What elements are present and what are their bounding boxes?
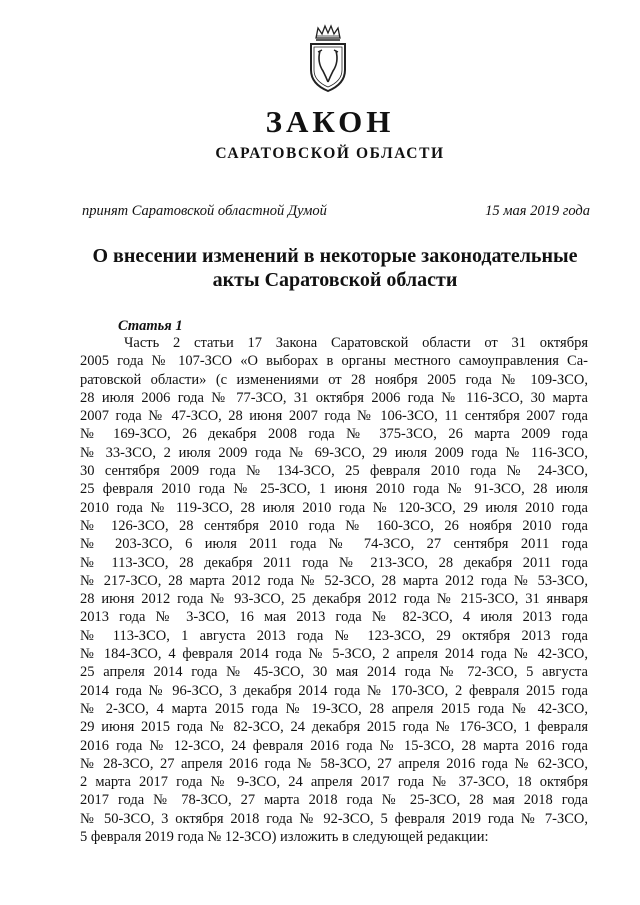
body-line: 2010 года № 119-ЗСО, 28 июля 2010 года № 120-ЗСО, 29 июля 2010 года: [80, 499, 588, 516]
article-heading: Статья 1: [118, 318, 183, 334]
body-line: 2005 года № 107-ЗСО «О выборах в органы местного самоуправления Са-: [80, 353, 588, 370]
body-line: № 33-ЗСО, 2 июля 2009 года № 69-ЗСО, 29 июля 2009 года № 116-ЗСО,: [80, 444, 588, 461]
body-line: 2016 года № 12-ЗСО, 24 февраля 2016 года № 15-ЗСО, 28 марта 2016 года: [80, 737, 588, 754]
body-line: ратовской области» (с изменениями от 28 ноября 2005 года № 109-ЗСО,: [80, 371, 588, 388]
adopted-by-line: принят Саратовской областной Думой: [82, 203, 327, 219]
article-body: [80, 334, 588, 846]
body-line: № 50-ЗСО, 3 октября 2018 года № 92-ЗСО, 5 февраля 2019 года № 7-ЗСО,: [80, 810, 588, 827]
law-title-line: акты Саратовской области: [212, 269, 458, 291]
body-line: 2013 года № 3-ЗСО, 16 мая 2013 года № 82-ЗСО, 4 июля 2013 года: [80, 609, 588, 626]
body-line: № 28-ЗСО, 27 апреля 2016 года № 58-ЗСО, 27 апреля 2016 года № 62-ЗСО,: [80, 755, 588, 772]
body-line: № 169-ЗСО, 26 декабря 2008 года № 375-ЗСО, 26 марта 2009 года: [80, 426, 588, 443]
coat-of-arms-icon: [303, 24, 353, 94]
body-line: № 203-ЗСО, 6 июля 2011 года № 74-ЗСО, 27 сентября 2011 года: [80, 536, 588, 553]
document-type-heading: ЗАКОН: [265, 104, 395, 139]
body-line: 29 июня 2015 года № 82-ЗСО, 24 декабря 2015 года № 176-ЗСО, 1 февраля: [80, 719, 588, 736]
body-line: № 217-ЗСО, 28 марта 2012 года № 52-ЗСО, 28 марта 2012 года № 53-ЗСО,: [80, 572, 588, 589]
body-line: 30 сентября 2009 года № 134-ЗСО, 25 февраля 2010 года № 24-ЗСО,: [80, 463, 588, 480]
body-line: 2014 года № 96-ЗСО, 3 декабря 2014 года № 170-ЗСО, 2 февраля 2015 года: [80, 682, 588, 699]
body-line: 25 апреля 2014 года № 45-ЗСО, 30 мая 2014 года № 72-ЗСО, 5 августа: [80, 664, 588, 681]
body-line: 25 февраля 2010 года № 25-ЗСО, 1 июня 2010 года № 91-ЗСО, 28 июля: [80, 481, 588, 498]
body-line: Часть 2 статьи 17 Закона Саратовской области от 31 октября: [124, 335, 588, 351]
body-line: 28 июня 2012 года № 93-ЗСО, 25 декабря 2012 года № 215-ЗСО, 31 января: [80, 591, 588, 608]
body-line: № 113-ЗСО, 1 августа 2013 года № 123-ЗСО, 29 октября 2013 года: [80, 627, 588, 644]
body-line: 2 марта 2017 года № 9-ЗСО, 24 апреля 2017 года № 37-ЗСО, 18 октября: [80, 774, 588, 791]
law-title: [70, 244, 600, 292]
region-heading: САРАТОВСКОЙ ОБЛАСТИ: [215, 145, 445, 162]
body-line: 5 февраля 2019 года № 12-ЗСО) изложить в следующей редакции:: [80, 829, 489, 846]
body-line: № 184-ЗСО, 4 февраля 2014 года № 5-ЗСО, 2 апреля 2014 года № 42-ЗСО,: [80, 646, 588, 663]
body-line: № 2-ЗСО, 4 марта 2015 года № 19-ЗСО, 28 апреля 2015 года № 42-ЗСО,: [80, 700, 588, 717]
law-title-line: О внесении изменений в некоторые законодательные: [92, 245, 578, 267]
body-line: 2017 года № 78-ЗСО, 27 марта 2018 года № 25-ЗСО, 28 мая 2018 года: [80, 792, 588, 809]
body-line: 2007 года № 47-ЗСО, 28 июня 2007 года № 106-ЗСО, 11 сентября 2007 года: [80, 408, 588, 425]
adoption-date: 15 мая 2019 года: [485, 203, 590, 219]
body-line: № 126-ЗСО, 28 сентября 2010 года № 160-ЗСО, 26 ноября 2010 года: [80, 517, 588, 534]
body-line: 28 июля 2006 года № 77-ЗСО, 31 октября 2006 года № 116-ЗСО, 30 марта: [80, 389, 588, 406]
body-line: № 113-ЗСО, 28 декабря 2011 года № 213-ЗСО, 28 декабря 2011 года: [80, 554, 588, 571]
